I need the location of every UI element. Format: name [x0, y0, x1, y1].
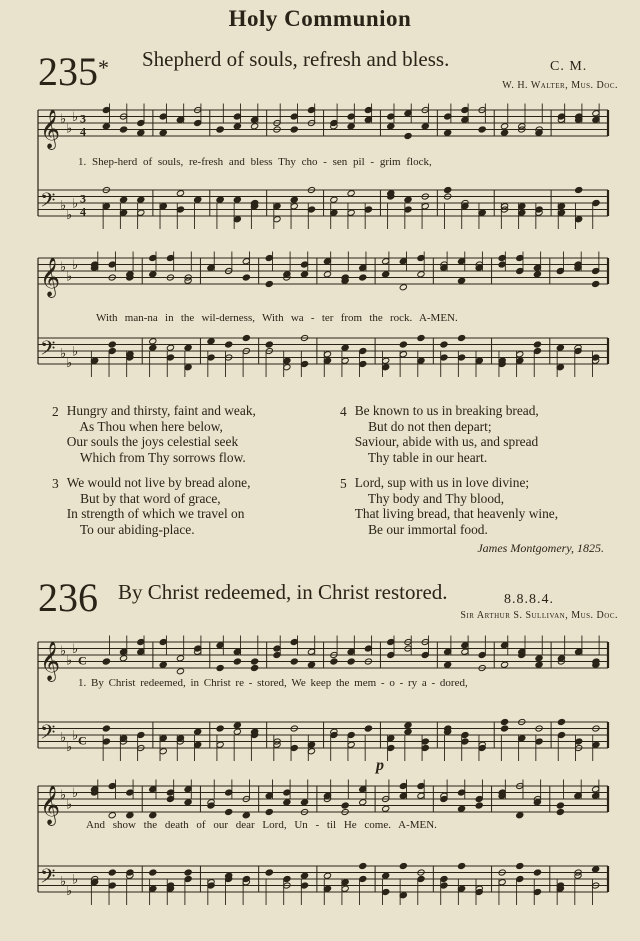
hymn-235-lyric-line-1: 1. Shep-herd of souls, re-fresh and bless Thy cho - sen pil - grim flock, — [78, 156, 432, 168]
note-head — [382, 872, 390, 879]
note-head — [516, 862, 524, 869]
flat-icon: ♭ — [72, 728, 79, 744]
note-head — [330, 196, 338, 203]
note-head — [251, 123, 259, 130]
note-head — [251, 664, 259, 671]
note-head — [556, 344, 564, 351]
note-head — [216, 196, 224, 203]
bass-clef-icon: 𝄢 — [40, 188, 56, 217]
hymn-235-mark: * — [98, 55, 109, 80]
note-head — [225, 341, 233, 348]
note-head — [283, 799, 291, 806]
note-head — [265, 808, 273, 815]
note-head — [323, 271, 331, 278]
note-head — [149, 338, 157, 345]
note-head — [592, 280, 600, 287]
note-head — [102, 123, 110, 130]
flat-icon: ♭ — [72, 344, 79, 360]
note-head — [535, 661, 543, 668]
note-head — [575, 186, 583, 193]
flat-icon: ♭ — [66, 356, 73, 371]
verse-5-text: Lord, sup with us in love divine; Thy body and Thy blood, That living bread, that heavenly wine, Be our immortal food. — [354, 475, 559, 537]
note-head — [108, 341, 116, 348]
treble-clef-icon: 𝄞 — [40, 641, 61, 681]
flat-icon: ♭ — [72, 196, 79, 212]
note-head — [347, 123, 355, 130]
time-signature-bottom: 4 — [80, 124, 86, 139]
flat-icon: ♭ — [66, 797, 73, 813]
note-head — [216, 664, 224, 671]
note-head — [359, 862, 367, 869]
note-head — [359, 799, 367, 806]
note-head — [458, 277, 466, 284]
hymn-235-attribution: James Montgomery, 1825. — [477, 541, 604, 555]
note-head — [417, 271, 425, 278]
note-head — [184, 799, 192, 806]
note-head — [404, 722, 412, 729]
flat-icon: ♭ — [66, 208, 73, 223]
hymn-236-composer: Sir Arthur S. Sullivan, Mus. Doc. — [460, 610, 618, 621]
hymn-235-lyric-line-2: With man-na in the wil-derness, With wa - ter from the rock. A-MEN. — [96, 312, 458, 324]
common-time-icon: C — [78, 733, 87, 748]
note-head — [556, 808, 564, 815]
note-head — [382, 271, 390, 278]
treble-clef-icon: 𝄞 — [40, 785, 61, 825]
note-head — [120, 655, 128, 662]
note-head — [149, 271, 157, 278]
note-head — [359, 274, 367, 281]
note-head — [137, 129, 145, 136]
note-head — [225, 808, 233, 815]
note-head — [404, 196, 412, 203]
note-head — [347, 658, 355, 665]
note-head — [458, 334, 466, 341]
note-head — [265, 280, 273, 287]
treble-clef-icon: 𝄞 — [40, 257, 61, 297]
note-head — [265, 341, 273, 348]
bass-clef-icon: 𝄢 — [40, 720, 56, 749]
hymn-236-system-1 — [28, 628, 618, 768]
note-head — [399, 862, 407, 869]
note-head — [194, 728, 202, 735]
verse-2-text: Hungry and thirsty, faint and weak, As Thou when here below, Our souls the joys celestial seek Which from Thy sorrows flow. — [66, 403, 256, 465]
flat-icon: ♭ — [72, 786, 79, 802]
verse-2-number: 2 — [52, 404, 59, 419]
note-head — [233, 722, 241, 729]
note-head — [458, 862, 466, 869]
note-head — [184, 869, 192, 876]
note-head — [557, 718, 565, 725]
note-head — [233, 658, 241, 665]
note-head — [478, 126, 486, 133]
hymn-236-lyric-line-1: 1. By Christ redeemed, in Christ re - stored, We keep the mem - o - ry a - dored, — [78, 677, 468, 689]
hymn-236-lyric-line-2: And show the death of our dear Lord, Un - til He come. A-MEN. — [86, 819, 437, 831]
note-head — [166, 344, 174, 351]
note-head — [290, 126, 298, 133]
note-head — [149, 344, 157, 351]
flat-icon: ♭ — [72, 872, 79, 888]
note-head — [120, 126, 128, 133]
note-head — [535, 655, 543, 662]
note-head — [176, 668, 184, 675]
note-head — [108, 812, 116, 819]
note-head — [159, 661, 167, 668]
note-head — [417, 334, 425, 341]
verse-3-text: We would not live by bread alone, But by that word of grace, In strength of which we travel on To our abiding-place. — [66, 475, 251, 537]
verse-4-number: 4 — [340, 404, 347, 419]
note-head — [149, 812, 157, 819]
note-head — [242, 812, 250, 819]
time-signature-bottom: 4 — [80, 204, 86, 219]
note-head — [251, 658, 259, 665]
flat-icon: ♭ — [72, 258, 79, 274]
note-head — [194, 196, 202, 203]
note-head — [300, 271, 308, 278]
verse-2 — [52, 403, 256, 465]
note-head — [341, 344, 349, 351]
note-head — [533, 869, 541, 876]
note-head — [126, 812, 134, 819]
note-head — [399, 341, 407, 348]
flat-icon: ♭ — [72, 110, 79, 126]
note-head — [347, 190, 355, 197]
flat-icon: ♭ — [66, 884, 73, 899]
flat-icon: ♭ — [60, 198, 67, 214]
hymn-235-meter: C. M. — [550, 59, 588, 74]
note-head — [444, 661, 452, 668]
note-head — [501, 718, 509, 725]
note-head — [137, 196, 145, 203]
note-head — [307, 661, 315, 668]
time-signature-top: 3 — [80, 111, 86, 126]
note-head — [330, 658, 338, 665]
hymn-235-composer: W. H. Walter, Mus. Doc. — [502, 80, 618, 91]
note-head — [108, 869, 116, 876]
note-head — [290, 658, 298, 665]
note-head — [242, 334, 250, 341]
page-heading: Holy Communion — [228, 6, 412, 31]
flat-icon: ♭ — [60, 643, 67, 659]
bass-clef-icon: 𝄢 — [40, 336, 56, 365]
note-head — [516, 812, 524, 819]
treble-clef-icon: 𝄞 — [40, 109, 61, 149]
verse-5-number: 5 — [340, 476, 347, 491]
flat-icon: ♭ — [60, 111, 67, 127]
note-head — [404, 728, 412, 735]
note-head — [184, 344, 192, 351]
note-head — [242, 274, 250, 281]
note-head — [421, 123, 429, 130]
flat-icon: ♭ — [60, 874, 67, 890]
flat-icon: ♭ — [60, 346, 67, 362]
note-head — [501, 123, 509, 130]
note-head — [323, 872, 331, 879]
note-head — [556, 802, 564, 809]
hymn-236-title: By Christ redeemed, in Christ restored. — [118, 580, 448, 604]
hymn-236-meter: 8.8.8.4. — [504, 592, 554, 607]
time-signature-top: 3 — [80, 191, 86, 206]
note-head — [102, 725, 110, 732]
flat-icon: ♭ — [72, 642, 79, 658]
hymn-235-title: Shepherd of souls, refresh and bless. — [142, 47, 450, 71]
verse-3 — [52, 475, 250, 537]
note-head — [501, 129, 509, 136]
flat-icon: ♭ — [60, 730, 67, 746]
flat-icon: ♭ — [60, 787, 67, 803]
note-head — [458, 805, 466, 812]
verse-4-text: Be known to us in breaking bread, But do not then depart; Saviour, abide with us, and spread Thy table in our heart. — [354, 403, 539, 465]
note-head — [364, 725, 372, 732]
note-head — [233, 728, 241, 735]
note-head — [501, 661, 509, 668]
common-time-icon: C — [78, 653, 87, 668]
note-head — [300, 872, 308, 879]
note-head — [444, 129, 452, 136]
note-head — [592, 866, 600, 873]
note-head — [176, 655, 184, 662]
note-head — [149, 869, 157, 876]
flat-icon: ♭ — [60, 259, 67, 275]
note-head — [387, 123, 395, 130]
note-head — [159, 129, 167, 136]
note-head — [207, 338, 215, 345]
note-head — [382, 805, 390, 812]
note-head — [533, 271, 541, 278]
bass-clef-icon: 𝄢 — [40, 864, 56, 893]
flat-icon: ♭ — [66, 121, 73, 137]
verse-3-number: 3 — [52, 476, 59, 491]
note-head — [501, 725, 509, 732]
note-head — [300, 799, 308, 806]
note-head — [399, 284, 407, 291]
note-head — [404, 132, 412, 139]
hymn-236-system-2 — [28, 772, 618, 912]
flat-icon: ♭ — [66, 269, 73, 285]
note-head — [533, 341, 541, 348]
note-head — [120, 196, 128, 203]
note-head — [290, 196, 298, 203]
note-head — [440, 341, 448, 348]
note-head — [216, 725, 224, 732]
flat-icon: ♭ — [66, 740, 73, 755]
note-head — [265, 869, 273, 876]
verse-4 — [340, 403, 539, 465]
note-head — [233, 123, 241, 130]
verse-5 — [340, 475, 558, 537]
note-head — [475, 802, 483, 809]
note-head — [233, 196, 241, 203]
hymn-236-dynamic: p — [376, 757, 384, 774]
note-head — [444, 186, 452, 193]
flat-icon: ♭ — [66, 653, 73, 669]
note-head — [341, 802, 349, 809]
note-head — [216, 126, 224, 133]
hymn-235-number: 235* — [38, 49, 109, 94]
hymn-236-number: 236 — [38, 575, 98, 620]
note-head — [176, 190, 184, 197]
